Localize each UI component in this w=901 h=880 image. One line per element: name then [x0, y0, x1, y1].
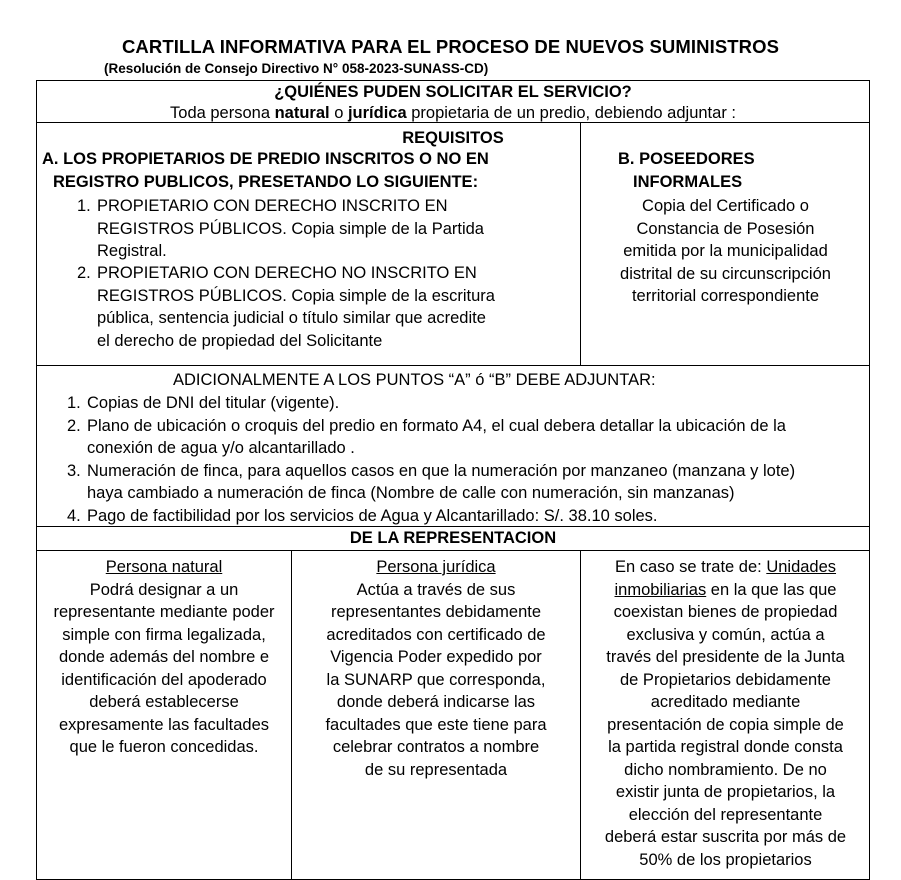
text-line: celebrar contratos a nombre — [332, 738, 540, 756]
rep-natural-title: Persona natural — [105, 558, 223, 576]
who-line-post: propietaria de un predio, debiendo adjuntar : — [406, 104, 736, 122]
text-line: través del presidente de la Junta — [606, 648, 845, 666]
text-line: exclusiva y común, actúa a — [626, 625, 825, 644]
who-natural: natural — [274, 104, 330, 122]
text-line: acreditados con certificado de — [326, 625, 546, 644]
rep-juridica-column — [292, 556, 580, 781]
list-line: Copias de DNI del titular (vigente). — [87, 394, 340, 412]
text-line: elección del representante — [628, 805, 823, 824]
text-line: representante mediante poder — [53, 603, 275, 621]
text-line: presentación de copia simple de — [607, 715, 844, 734]
list-line: el derecho de propiedad del Solicitante — [97, 331, 383, 350]
requisitos-a-title-1: A. LOS PROPIETARIOS DE PREDIO INSCRITOS O NO EN — [42, 150, 489, 168]
who-juridica: jurídica — [347, 104, 407, 122]
text-line: donde deberá indicarse las — [336, 693, 536, 711]
requisitos-a-item-1 — [77, 195, 484, 263]
requisitos-b-text — [582, 195, 869, 308]
text-fragment: en la que las que — [706, 580, 837, 599]
list-number: 1. — [77, 197, 91, 215]
requisitos-a-item-2 — [77, 262, 495, 352]
document-title: CARTILLA INFORMATIVA PARA EL PROCESO DE NUEVOS SUMINISTROS — [121, 36, 780, 57]
text-line: 50% de los propietarios — [639, 850, 812, 869]
text-line: de Propietarios debidamente — [620, 670, 831, 689]
list-line: pública, sentencia judicial o título similar que acredite — [97, 309, 486, 327]
rep-unidades-column — [582, 556, 869, 871]
list-number: 1. — [67, 394, 81, 412]
requisitos-a-title-2: REGISTRO PUBLICOS, PRESETANDO LO SIGUIENTE: — [53, 173, 479, 191]
text-fragment: En caso se trate de: — [614, 558, 767, 576]
list-number: 2. — [77, 264, 91, 282]
text-line: Constancia de Posesión — [636, 219, 815, 238]
requisitos-heading: REQUISITOS — [402, 129, 504, 147]
list-line: REGISTROS PÚBLICOS. Copia simple de la Partida — [97, 219, 484, 238]
list-line: Plano de ubicación o croquis del predio en formato A4, el cual debera detallar la ubicación de la — [87, 416, 786, 435]
list-line: PROPIETARIO CON DERECHO INSCRITO EN — [97, 197, 448, 215]
divider-col-requisitos — [580, 122, 581, 365]
divider-representacion — [36, 550, 870, 551]
text-line: representantes debidamente — [330, 603, 542, 621]
text-line: Vigencia Poder expedido por — [330, 648, 542, 666]
requisitos-b-title-1: B. POSEEDORES — [618, 150, 755, 168]
text-line: distrital de su circunscripción — [620, 264, 831, 283]
text-line: territorial correspondiente — [631, 287, 820, 305]
who-heading: ¿QUIÉNES PUDEN SOLICITAR EL SERVICIO? — [274, 83, 632, 101]
text-line: existir junta de propietarios, la — [615, 783, 836, 801]
text-line: acreditado mediante — [650, 693, 801, 711]
text-line: deberá estar suscrita por más de — [604, 828, 847, 846]
representacion-heading: DE LA REPRESENTACION — [349, 529, 557, 547]
text-line: identificación del apoderado — [61, 670, 267, 689]
list-number: 3. — [67, 461, 81, 480]
text-line: donde además del nombre e — [58, 648, 270, 666]
requisitos-b-title-2: INFORMALES — [633, 173, 743, 191]
list-line: Numeración de finca, para aquellos casos en que la numeración por manzaneo (manzana y lote) — [87, 461, 796, 480]
text-line: emitida por la municipalidad — [623, 242, 828, 260]
adicional-list — [67, 392, 795, 527]
text-line: coexistan bienes de propiedad — [613, 603, 838, 621]
who-line — [36, 102, 870, 125]
rep-natural-column — [37, 556, 291, 759]
text-line: deberá establecerse — [89, 693, 239, 711]
list-line: Pago de factibilidad por los servicios de Agua y Alcantarillado: S/. 38.10 soles. — [87, 506, 658, 525]
list-line: conexión de agua y/o alcantarillado . — [87, 439, 355, 457]
text-line: la partida registral donde consta — [608, 738, 843, 756]
list-line: REGISTROS PÚBLICOS. Copia simple de la escritura — [97, 286, 495, 305]
text-line: facultades que este tiene para — [325, 715, 547, 734]
adicional-heading: ADICIONALMENTE A LOS PUNTOS “A” ó “B” DEBE ADJUNTAR: — [173, 371, 656, 389]
who-line-pre: Toda persona — [170, 104, 275, 122]
list-number: 4. — [67, 506, 81, 525]
text-line: dicho nombramiento. De no — [624, 760, 827, 779]
list-line: Registral. — [97, 242, 167, 260]
text-fragment: inmobiliarias — [614, 580, 707, 599]
text-fragment: Unidades — [766, 558, 837, 576]
text-line: de su representada — [364, 760, 508, 779]
divider-requisitos — [36, 365, 870, 366]
text-line: Actúa a través de sus — [356, 580, 516, 599]
text-line: Copia del Certificado o — [642, 197, 809, 215]
who-line-mid: o — [329, 104, 348, 122]
document-subtitle: (Resolución de Consejo Directivo N° 058-2023-SUNASS-CD) — [104, 61, 489, 76]
text-line: expresamente las facultades — [58, 715, 270, 734]
text-line: simple con firma legalizada, — [62, 625, 266, 644]
text-line: Podrá designar a un — [89, 580, 239, 599]
text-line: que le fueron concedidas. — [69, 738, 259, 756]
rep-juridica-title: Persona jurídica — [376, 558, 496, 576]
list-number: 2. — [67, 416, 81, 435]
text-line: la SUNARP que corresponda, — [326, 670, 546, 689]
list-line: haya cambiado a numeración de finca (Nombre de calle con numeración, sin manzanas) — [87, 484, 735, 502]
divider-col-rep-2 — [580, 550, 581, 880]
list-line: PROPIETARIO CON DERECHO NO INSCRITO EN — [97, 264, 477, 282]
